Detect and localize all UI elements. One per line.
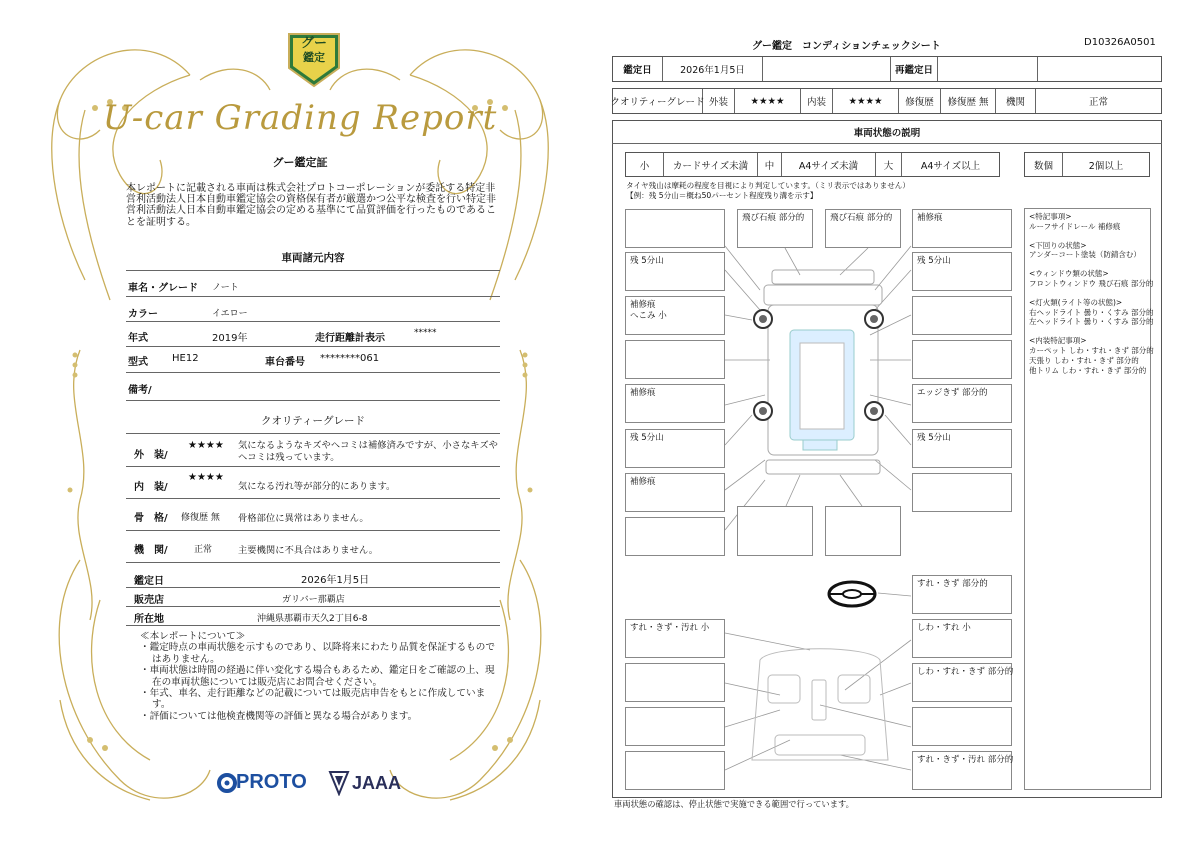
- divider: [126, 466, 500, 467]
- notes-line: フロントウィンドウ 飛び石痕 部分的: [1029, 278, 1154, 288]
- legend-count: 数個: [1025, 153, 1063, 176]
- divider: [126, 562, 500, 563]
- interior-label: 内 装/: [134, 482, 168, 493]
- divider: [126, 400, 500, 401]
- notice-item: ・鑑定時点の車両状態を示すものであり、以降将来にわたり品質を保証するものではありません。: [140, 642, 495, 665]
- special-notes: [1024, 208, 1154, 790]
- engine-value: 正常: [1088, 97, 1108, 108]
- interior-stars: ★★★★: [188, 472, 224, 483]
- notes-heading: <内装特記事項>: [1029, 336, 1087, 346]
- odometer-label: 走行距離計表示: [315, 333, 385, 344]
- legend-small-desc: カードサイズ未満: [664, 153, 758, 176]
- interior-box: [625, 751, 725, 790]
- notes-line: 右ヘッドライト 曇り・くすみ 部分的: [1029, 307, 1154, 317]
- notes-group: [1029, 269, 1154, 289]
- quality-heading: クオリティーグレード: [261, 415, 365, 427]
- interior-box: すれ・きず・汚れ 小: [625, 619, 725, 658]
- interior-box: [625, 707, 725, 746]
- odometer-value: *****: [414, 328, 437, 338]
- document-id: D10326A0501: [1084, 37, 1156, 48]
- exterior-box: 補修痕: [625, 384, 725, 423]
- color-value: イエロー: [212, 309, 248, 319]
- divider: [126, 530, 500, 531]
- year-label: 年式: [128, 333, 148, 344]
- notes-group: [1029, 336, 1154, 375]
- dealer-value: ガリバー那覇店: [282, 595, 345, 605]
- interior-box: すれ・きず・汚れ 部分的: [912, 751, 1012, 790]
- notes-line: カーペット しわ・すれ・きず 部分的: [1029, 345, 1154, 355]
- exterior-box: エッジきず 部分的: [912, 384, 1012, 423]
- exterior-stars: ★★★★: [188, 440, 224, 451]
- notes-group: [1029, 212, 1146, 232]
- notes-heading: <下回りの状態>: [1029, 240, 1087, 250]
- reappraisal-value: [938, 57, 1038, 81]
- divider: [126, 498, 500, 499]
- spec-heading: 車両諸元内容: [281, 252, 345, 264]
- divider: [126, 587, 500, 588]
- size-legend: [625, 152, 1000, 177]
- exterior-box: 残 5分山: [912, 429, 1012, 468]
- repair-history-value: 修復歴 無: [941, 89, 996, 113]
- legend-large-desc: A4サイズ以上: [920, 160, 981, 172]
- legend-small: 小: [626, 153, 664, 176]
- badge-line2: 鑑定: [303, 51, 325, 64]
- exterior-box: 飛び石痕 部分的: [825, 209, 901, 248]
- appraisal-date-label: 鑑定日: [134, 576, 164, 587]
- notice-item: ・評価については他検査機関等の評価と異なる場合があります。: [140, 710, 418, 722]
- badge-text: [283, 37, 345, 65]
- year-value: 2019年: [212, 333, 248, 344]
- car-exterior-outline: [764, 270, 882, 474]
- interior-box: [625, 663, 725, 702]
- interior-label: 内装: [801, 89, 833, 113]
- name-value: ノート: [212, 283, 239, 293]
- notes-group: [1029, 297, 1154, 327]
- report-title: U-car Grading Report: [102, 98, 498, 138]
- exterior-box: [625, 517, 725, 556]
- repair-history-label: 修復歴: [899, 89, 941, 113]
- exterior-stars: ★★★★: [735, 89, 801, 113]
- vin-value: ********061: [320, 353, 380, 364]
- notice-item: ・年式、車名、走行距離などの記載については販売店申告をもとに作成しています。: [140, 688, 486, 711]
- color-label: カラー: [128, 309, 158, 320]
- blank-cell: [1038, 57, 1161, 81]
- notes-line: アンダーコート塗装（防錆含む）: [1029, 250, 1141, 260]
- interior-box: すれ・きず 部分的: [912, 575, 1012, 614]
- frame-value: 修復歴 無: [181, 513, 220, 523]
- exterior-box: 補修痕: [625, 473, 725, 512]
- exterior-box: [912, 473, 1012, 512]
- legend-mid-desc: A4サイズ未満: [782, 153, 876, 176]
- interior-box: しわ・すれ 小: [912, 619, 1012, 658]
- interior-box: しわ・すれ・きず 部分的: [912, 663, 1012, 702]
- certificate-title: グー鑑定証: [272, 156, 328, 169]
- reappraisal-label: 再鑑定日: [891, 57, 938, 81]
- divider: [126, 296, 500, 297]
- notes-line: 天張り しわ・すれ・きず 部分的: [1029, 355, 1139, 365]
- notice-title: ≪本レポートについて≫: [140, 631, 246, 642]
- blank-cell: [763, 57, 891, 81]
- model-value: HE12: [172, 353, 199, 364]
- jaaa-logo-icon: [328, 770, 350, 796]
- proto-logo-icon: [216, 772, 238, 794]
- notes-heading: <灯火類(ライト等の状態)>: [1029, 297, 1123, 307]
- exterior-box: [625, 209, 725, 248]
- appraisal-date-label: 鑑定日: [613, 57, 663, 81]
- exterior-box: 残 5分山: [625, 252, 725, 291]
- name-label: 車名・グレード: [128, 283, 198, 294]
- appraisal-date-value: 2026年1月5日: [663, 57, 763, 81]
- exterior-box: 残 5分山: [625, 429, 725, 468]
- report-notice: [140, 631, 500, 722]
- vin-label: 車台番号: [265, 357, 305, 368]
- appraisal-date-row: [612, 56, 1162, 82]
- exterior-box: [625, 296, 725, 335]
- exterior-box: [912, 340, 1012, 379]
- address-label: 所在地: [134, 614, 164, 625]
- dealer-label: 販売店: [134, 595, 164, 606]
- divider: [126, 606, 500, 607]
- badge-line1: グー: [300, 36, 327, 51]
- count-legend: [1024, 152, 1150, 177]
- footer-note: 車両状態の確認は、停止状態で実施できる範囲で行っています。: [614, 799, 854, 809]
- exterior-box: 残 5分山: [912, 252, 1012, 291]
- frame-desc: 骨格部位に異常はありません。: [238, 513, 369, 524]
- tire-note: タイヤ残山は摩耗の程度を目視により判定しています。（ミリ表示ではありません）: [626, 181, 910, 190]
- sheet-title: グー鑑定 コンディションチェックシート: [752, 41, 941, 52]
- tire-example: 【例：残 5分山＝概ね50パーセント程度残り溝を示す】: [626, 191, 818, 200]
- interior-box: [912, 707, 1012, 746]
- quality-grade-row: [612, 88, 1162, 114]
- notes-line: ルーフサイドレール 補修痕: [1029, 221, 1121, 231]
- notes-heading: <特記事項>: [1029, 212, 1072, 221]
- steering-wheel-icon: [829, 582, 875, 606]
- appraisal-date-value: 2026年1月5日: [301, 575, 370, 586]
- explain-title: 車両状態の説明: [612, 120, 1162, 144]
- notes-line: 左ヘッドライト 曇り・くすみ 部分的: [1029, 317, 1154, 327]
- interior-stars: ★★★★: [833, 89, 899, 113]
- exterior-box: [825, 506, 901, 556]
- proto-logo-text: PROTO: [236, 771, 307, 793]
- interior-desc: 気になる汚れ等が部分的にあります。: [238, 481, 396, 492]
- exterior-label: 外 装/: [134, 450, 168, 461]
- exterior-label: 外装: [703, 89, 735, 113]
- address-value: 沖縄県那覇市天久2丁目6-8: [257, 614, 368, 624]
- legend-mid: 中: [758, 153, 782, 176]
- engine-desc: 主要機関に不具合はありません。: [238, 545, 379, 556]
- exterior-box: [625, 340, 725, 379]
- exterior-box-line: へこみ 小: [630, 311, 667, 321]
- notes-line: 他トリム しわ・すれ・きず 部分的: [1029, 365, 1147, 375]
- footer-logos: [210, 768, 420, 798]
- divider: [126, 346, 500, 347]
- certificate-body: 本レポートに記載される車両は株式会社プロトコーポレーションが委託する特定非営利活動法人日本自動車鑑定協会の資格保有者が厳選かつ公平な検査を行い特定非営利活動法人日本自動車鑑定協会の定める基準にて品質評価を行ったものであることを証明する。: [126, 183, 496, 228]
- quality-grade-label: クオリティーグレード: [613, 89, 703, 113]
- divider: [126, 270, 500, 271]
- remarks-label: 備考/: [128, 385, 152, 396]
- engine-label: 機関: [996, 89, 1036, 113]
- exterior-box: [912, 296, 1012, 335]
- notes-heading: <ウィンドウ類の状態>: [1029, 269, 1109, 279]
- legend-large: 大: [876, 153, 902, 176]
- exterior-box: 飛び石痕 部分的: [737, 209, 813, 248]
- exterior-box: [737, 506, 813, 556]
- model-label: 型式: [128, 357, 148, 368]
- divider: [126, 321, 500, 322]
- frame-label: 骨 格/: [134, 513, 168, 524]
- engine-label: 機 関/: [134, 545, 168, 556]
- divider: [126, 372, 500, 373]
- exterior-desc: 気になるようなキズやヘコミは補修済みですが、小さなキズやヘコミは残っています。: [238, 440, 498, 463]
- exterior-box: 補修痕: [912, 209, 1012, 248]
- engine-value: 正常: [194, 545, 213, 555]
- notice-item: ・車両状態は時間の経過に伴い変化する場合もあるため、鑑定日をご確認の上、現在の車両状態については販売店にお問合せください。: [140, 665, 495, 688]
- divider: [126, 625, 500, 626]
- jaaa-logo-text: JAAA: [352, 773, 402, 793]
- legend-count-desc: 2個以上: [1088, 160, 1124, 172]
- notes-group: [1029, 241, 1146, 261]
- divider: [126, 433, 500, 434]
- car-interior-outline: [752, 649, 888, 760]
- exterior-box-line: 補修痕: [630, 300, 656, 310]
